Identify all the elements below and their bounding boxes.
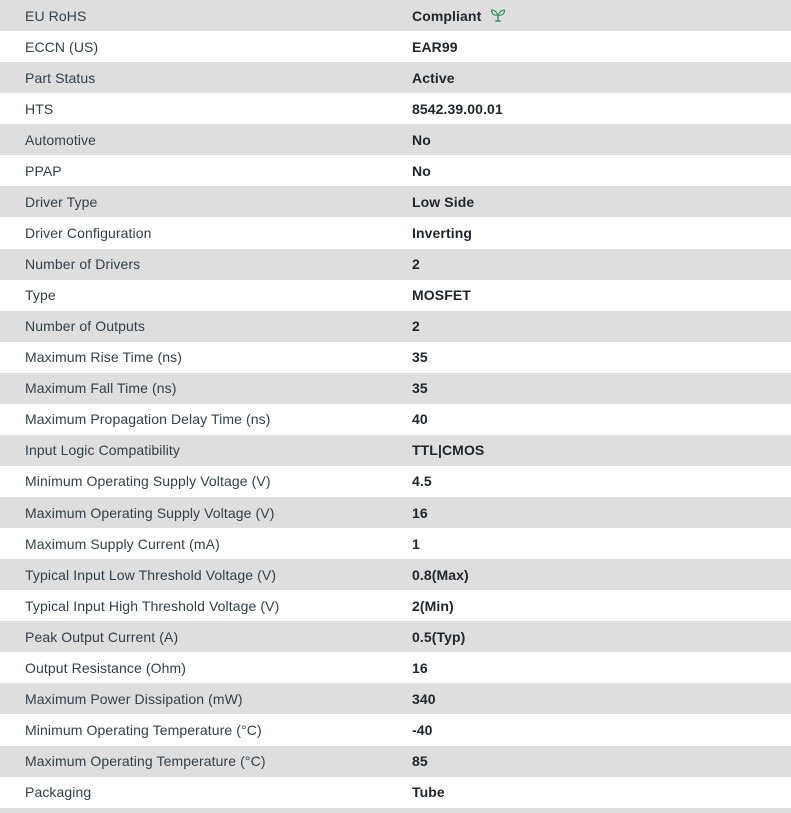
spec-value-cell xyxy=(412,70,791,86)
spec-row xyxy=(0,621,791,652)
spec-label: Typical Input Low Threshold Voltage (V) xyxy=(25,566,277,583)
spec-value-cell xyxy=(412,753,791,769)
spec-label: Type xyxy=(25,287,56,304)
spec-label: Minimum Operating Temperature (°C) xyxy=(25,721,262,738)
spec-row xyxy=(0,683,791,714)
spec-value-cell xyxy=(412,598,791,614)
spec-value: 85 xyxy=(412,753,428,770)
spec-value: 16 xyxy=(412,659,428,676)
spec-value: Inverting xyxy=(412,224,473,241)
spec-value-cell xyxy=(412,318,791,334)
spec-label: Peak Output Current (A) xyxy=(25,628,179,645)
spec-label: EU RoHS xyxy=(25,7,87,24)
spec-label: Driver Type xyxy=(25,193,98,210)
spec-row xyxy=(0,93,791,124)
spec-value: Tube xyxy=(412,784,445,801)
spec-value-cell xyxy=(412,629,791,645)
spec-row xyxy=(0,31,791,62)
spec-value: 40 xyxy=(412,411,428,428)
spec-value-cell xyxy=(412,101,791,117)
spec-row xyxy=(0,746,791,777)
spec-label: Automotive xyxy=(25,131,97,148)
spec-label: Packaging xyxy=(25,784,92,801)
spec-value-cell xyxy=(412,380,791,396)
spec-label: ECCN (US) xyxy=(25,38,99,55)
spec-value: 35 xyxy=(412,349,428,366)
spec-row xyxy=(0,435,791,466)
spec-value-cell xyxy=(412,411,791,427)
spec-row xyxy=(0,0,791,31)
spec-label: Maximum Operating Supply Voltage (V) xyxy=(25,504,275,521)
spec-value: 16 xyxy=(412,504,428,521)
spec-value: 4.5 xyxy=(412,473,432,490)
spec-value: Compliant xyxy=(412,7,482,24)
spec-value-cell xyxy=(412,660,791,676)
spec-label: Maximum Operating Temperature (°C) xyxy=(25,753,266,770)
spec-row xyxy=(0,124,791,155)
spec-label: Maximum Power Dissipation (mW) xyxy=(25,690,243,707)
spec-value-cell xyxy=(412,8,791,24)
spec-row xyxy=(0,342,791,373)
spec-value-cell xyxy=(412,691,791,707)
spec-row xyxy=(0,404,791,435)
spec-label: Minimum Operating Supply Voltage (V) xyxy=(25,473,271,490)
spec-value-cell xyxy=(412,39,791,55)
spec-label: Maximum Supply Current (mA) xyxy=(25,535,220,552)
spec-value: No xyxy=(412,162,431,179)
spec-label: HTS xyxy=(25,100,54,117)
spec-row xyxy=(0,714,791,745)
spec-value: TTL|CMOS xyxy=(412,442,485,459)
spec-value: Low Side xyxy=(412,193,475,210)
spec-row xyxy=(0,559,791,590)
spec-row xyxy=(0,249,791,280)
spec-row xyxy=(0,186,791,217)
spec-value: 35 xyxy=(412,380,428,397)
spec-value-cell xyxy=(412,722,791,738)
spec-row xyxy=(0,155,791,186)
spec-value-cell xyxy=(412,567,791,583)
spec-label: Number of Outputs xyxy=(25,318,145,335)
spec-value: 1 xyxy=(412,535,420,552)
spec-value: Active xyxy=(412,69,455,86)
spec-row xyxy=(0,652,791,683)
spec-label: Maximum Rise Time (ns) xyxy=(25,349,182,366)
spec-value-cell xyxy=(412,163,791,179)
spec-value-cell xyxy=(412,225,791,241)
spec-label: Input Logic Compatibility xyxy=(25,442,181,459)
spec-value-cell xyxy=(412,132,791,148)
spec-label: Maximum Fall Time (ns) xyxy=(25,380,177,397)
spec-row xyxy=(0,280,791,311)
spec-row xyxy=(0,311,791,342)
spec-row xyxy=(0,590,791,621)
spec-value-cell xyxy=(412,194,791,210)
spec-label: PPAP xyxy=(25,162,62,179)
spec-row xyxy=(0,373,791,404)
spec-value: 0.8(Max) xyxy=(412,566,469,583)
spec-label: Typical Input High Threshold Voltage (V) xyxy=(25,597,280,614)
leaf-icon[interactable] xyxy=(490,8,506,23)
spec-value-cell xyxy=(412,536,791,552)
spec-value-cell xyxy=(412,349,791,365)
spec-value: 2(Min) xyxy=(412,597,454,614)
spec-value: EAR99 xyxy=(412,38,458,55)
spec-value: No xyxy=(412,131,431,148)
spec-row xyxy=(0,497,791,528)
spec-value-cell xyxy=(412,784,791,800)
spec-label: Output Resistance (Ohm) xyxy=(25,659,187,676)
spec-value: 2 xyxy=(412,318,420,335)
spec-label: Number of Drivers xyxy=(25,256,141,273)
spec-value: 8542.39.00.01 xyxy=(412,100,503,117)
spec-value-cell xyxy=(412,473,791,489)
spec-value: -40 xyxy=(412,721,433,738)
spec-value: 340 xyxy=(412,690,436,707)
spec-row xyxy=(0,217,791,248)
spec-value-cell xyxy=(412,442,791,458)
spec-row xyxy=(0,62,791,93)
spec-value-cell xyxy=(412,256,791,272)
spec-value: 0.5(Typ) xyxy=(412,628,466,645)
partial-next-row xyxy=(0,808,791,813)
spec-label: Maximum Propagation Delay Time (ns) xyxy=(25,411,271,428)
spec-row xyxy=(0,528,791,559)
spec-value: 2 xyxy=(412,256,420,273)
spec-value-cell xyxy=(412,505,791,521)
spec-value-cell xyxy=(412,287,791,303)
spec-value: MOSFET xyxy=(412,287,471,304)
spec-label: Driver Configuration xyxy=(25,224,152,241)
spec-label: Part Status xyxy=(25,69,96,86)
spec-row xyxy=(0,466,791,497)
spec-row xyxy=(0,777,791,808)
